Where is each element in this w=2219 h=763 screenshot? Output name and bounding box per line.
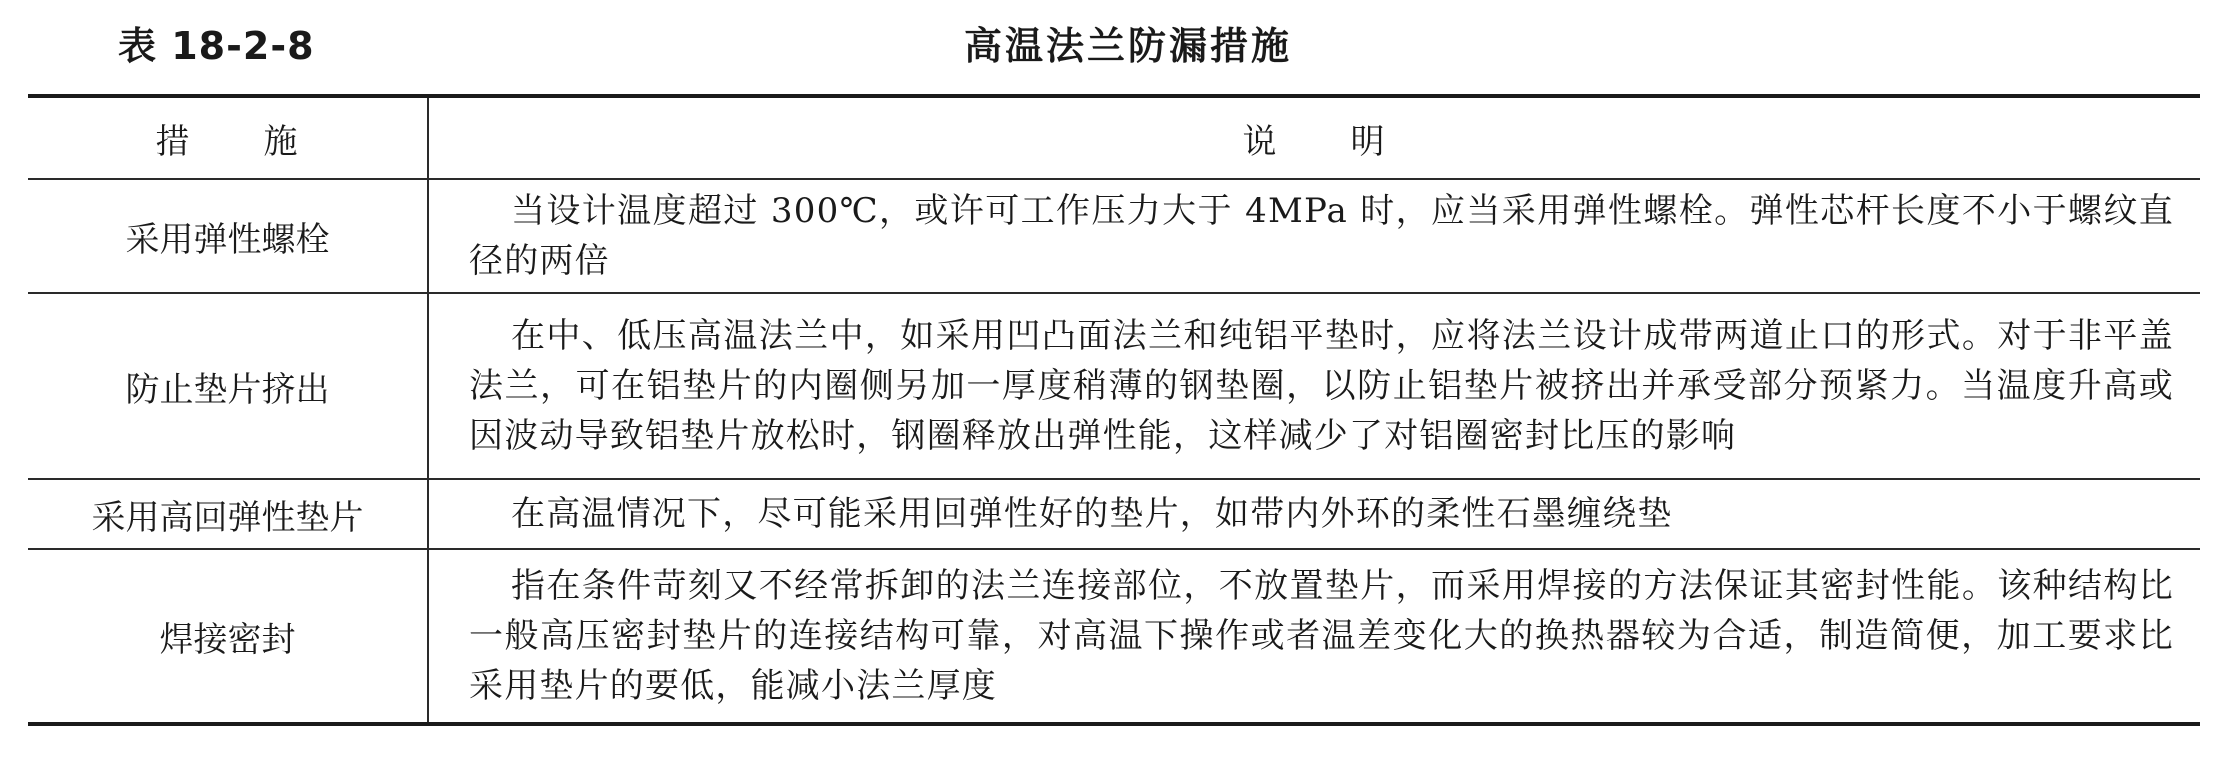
table-title: 高温法兰防漏措施 [963, 24, 1292, 68]
measure-cell: 采用弹性螺栓 [28, 179, 428, 293]
measure-cell: 焊接密封 [28, 549, 428, 724]
description-cell [428, 179, 2200, 293]
measure-cell: 防止垫片挤出 [28, 293, 428, 479]
header-measure: 措 施 [28, 96, 428, 179]
measure-cell: 采用高回弹性垫片 [28, 479, 428, 549]
measures-table [28, 94, 2200, 726]
table-header [28, 96, 2200, 179]
description-text: 在高温情况下，尽可能采用回弹性好的垫片，如带内外环的柔性石墨缠绕垫 [511, 494, 1673, 534]
description-cell [428, 293, 2200, 479]
table-body [28, 179, 2200, 724]
header-description: 说 明 [428, 96, 2200, 179]
description-text: 在中、低压高温法兰中，如采用凹凸面法兰和纯铝平垫时，应将法兰设计成带两道止口的形式。对于非平盖法兰，可在铝垫片的内圈侧另加一厚度稍薄的钢垫圈，以防止铝垫片被挤出并承受部分预紧力。当温度升高或因波动导致铝垫片放松时，钢圈释放出弹性能，这样减少了对铝圈密封比压的影响 [469, 316, 2174, 456]
description-text: 当设计温度超过 300℃，或许可工作压力大于 4MPa 时，应当采用弹性螺栓。弹性芯杆长度不小于螺纹直径的两倍 [469, 191, 2174, 281]
table-caption [28, 0, 2168, 92]
table-row [28, 179, 2200, 293]
table-row [28, 549, 2200, 724]
table-row [28, 293, 2200, 479]
description-cell [428, 479, 2200, 549]
table-number: 表 18-2-8 [118, 24, 315, 68]
table-row [28, 479, 2200, 549]
header-row [28, 96, 2200, 179]
description-text: 指在条件苛刻又不经常拆卸的法兰连接部位，不放置垫片，而采用焊接的方法保证其密封性能。该种结构比一般高压密封垫片的连接结构可靠，对高温下操作或者温差变化大的换热器较为合适，制造简便，加工要求比采用垫片的要低，能减小法兰厚度 [469, 566, 2174, 706]
description-cell [428, 549, 2200, 724]
